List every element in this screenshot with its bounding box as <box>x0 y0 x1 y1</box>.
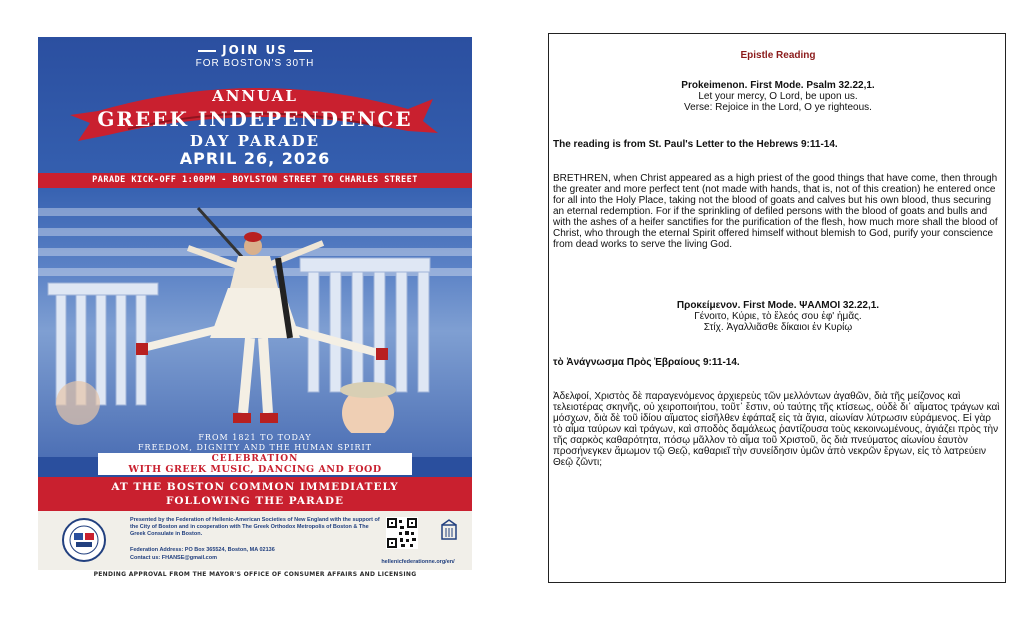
greek-independence-title: GREEK INDEPENDENCE <box>97 107 413 131</box>
reading-title: The reading is from St. Paul's Letter to the Hebrews 9:11-14. <box>553 139 838 150</box>
federation-address: Federation Address: PO Box 365524, Boston, MA 02136 <box>130 547 275 553</box>
boston-common-bar <box>38 477 472 511</box>
kickoff-bar: PARADE KICK-OFF 1:00PM - BOYLSTON STREET TO CHARLES STREET <box>38 173 472 188</box>
greek-prokeimenon-title: Προκείμενον. First Mode. ΨΑΛΜΟΙ 32.22,1. <box>676 300 880 311</box>
reading-text: BRETHREN, when Christ appeared as a high priest of the good things that have come, then through the greater and more perfect tent (not made with hands, that is, not of this creation) he entered once for all into the Holy Place, taking not the blood of goats and calves but his own blood, thus securing an eternal redemption. For if the sprinkling of defiled persons with the blood of goats and bulls and with the ashes of a heifer sanctifies for the purification of the flesh, how much more shall the blood of Christ, who through the eternal Spirit offered himself without blemish to God, purify your conscience from dead works to serve the living God. <box>553 173 998 250</box>
presented-by-text: Presented by the Federation of Hellenic-American Societies of New England with the support of the City of Boston and in cooperation with The Greek Orthodox Metropolis of Boston & The Greek Consulate in Boston. <box>130 517 380 537</box>
greek-reading-title: τὸ Ἀνάγνωσμα Πρὸς Ἑβραίους 9:11-14. <box>553 357 740 368</box>
greek-prokeimenon-line2: Στίχ. Ἀγαλλιᾶσθε δίκαιοι ἐν Κυρίῳ <box>703 322 853 333</box>
day-parade-title: DAY PARADE <box>189 132 321 150</box>
greek-reading-text: Ἀδελφοί, Χριστὸς δὲ παραγενόμενος ἀρχιερεὺς τῶν μελλόντων ἀγαθῶν, διὰ τῆς μείζονος καὶ τελειοτέρας σκηνῆς, οὐ χειροποιήτου, τοῦτ᾿ ἔστιν, οὐ ταύτης τῆς κτίσεως, οὐδὲ δι᾿ αἵματος τράγων καὶ μόσχων, διὰ δὲ τοῦ ἰδίου αἵματος εἰσῆλθεν ἐφάπαξ εἰς τὰ ἅγια, αἰωνίαν λύτρωσιν εὑράμενος. Εἰ γὰρ τὸ αἷμα ταύρων καὶ τράγων, καὶ σποδὸς δαμάλεως ῥαντίζουσα τοὺς κεκοινωμένους, ἁγιάζει πρὸς τὴν τῆς σαρκὸς καθαρότητα, πόσῳ μᾶλλον τὸ αἷμα τοῦ Χριστοῦ, ὃς διὰ πνεύματος αἰωνίου ἑαυτὸν προσήνεγκεν ἄμωμον τῷ Θεῷ, καθαριεῖ τὴν συνείδησιν ὑμῶν ἀπὸ νεκρῶν ἔργων, εἰς τὸ λατρεύειν Θεῷ ζῶντι; <box>553 391 1000 468</box>
pending-approval-note: PENDING APPROVAL FROM THE MAYOR'S OFFICE OF CONSUMER AFFAIRS AND LICENSING <box>93 571 417 578</box>
parade-date: APRIL 26, 2026 <box>179 149 331 168</box>
annual-title: ANNUAL <box>212 87 298 105</box>
greek-prokeimenon-line1: Γένοιτο, Κύριε, τὸ ἔλεός σου ἐφ' ἡμᾶς. <box>694 311 862 322</box>
website-link[interactable]: hellenicfederationne.org/en/ <box>381 559 455 565</box>
celebration-title: CELEBRATION <box>211 454 299 464</box>
boston-30th-subheading: FOR BOSTON'S 30TH <box>195 58 315 69</box>
boston-common-line2: FOLLOWING THE PARADE <box>165 495 345 507</box>
join-us-heading <box>38 43 472 57</box>
evzone-dancer-illustration <box>38 188 472 433</box>
boston-common-line1: AT THE BOSTON COMMON IMMEDIATELY <box>111 481 399 493</box>
join-us-text: JOIN US <box>222 43 288 57</box>
celebration-box <box>98 453 412 475</box>
greek-emblem-icon <box>440 519 458 541</box>
from-1821-text: FROM 1821 TO TODAY <box>198 433 312 442</box>
prokeimenon-line1: Let your mercy, O Lord, be upon us. <box>698 91 858 102</box>
qr-code-icon <box>386 517 418 549</box>
prokeimenon-title: Prokeimenon. First Mode. Psalm 32.22,1. <box>681 80 875 91</box>
epistle-heading: Epistle Reading <box>740 50 816 61</box>
epistle-reading-panel <box>548 33 1006 583</box>
parade-poster <box>38 37 472 570</box>
contact-email: Contact us: FHANSE@gmail.com <box>130 555 217 561</box>
prokeimenon-line2: Verse: Rejoice in the Lord, O ye righteous. <box>684 102 872 113</box>
celebration-detail: WITH GREEK MUSIC, DANCING AND FOOD <box>128 464 382 475</box>
poster-footer <box>38 511 472 570</box>
freedom-dignity-text: FREEDOM, DIGNITY AND THE HUMAN SPIRIT <box>138 443 372 452</box>
federation-seal-logo <box>48 517 120 563</box>
